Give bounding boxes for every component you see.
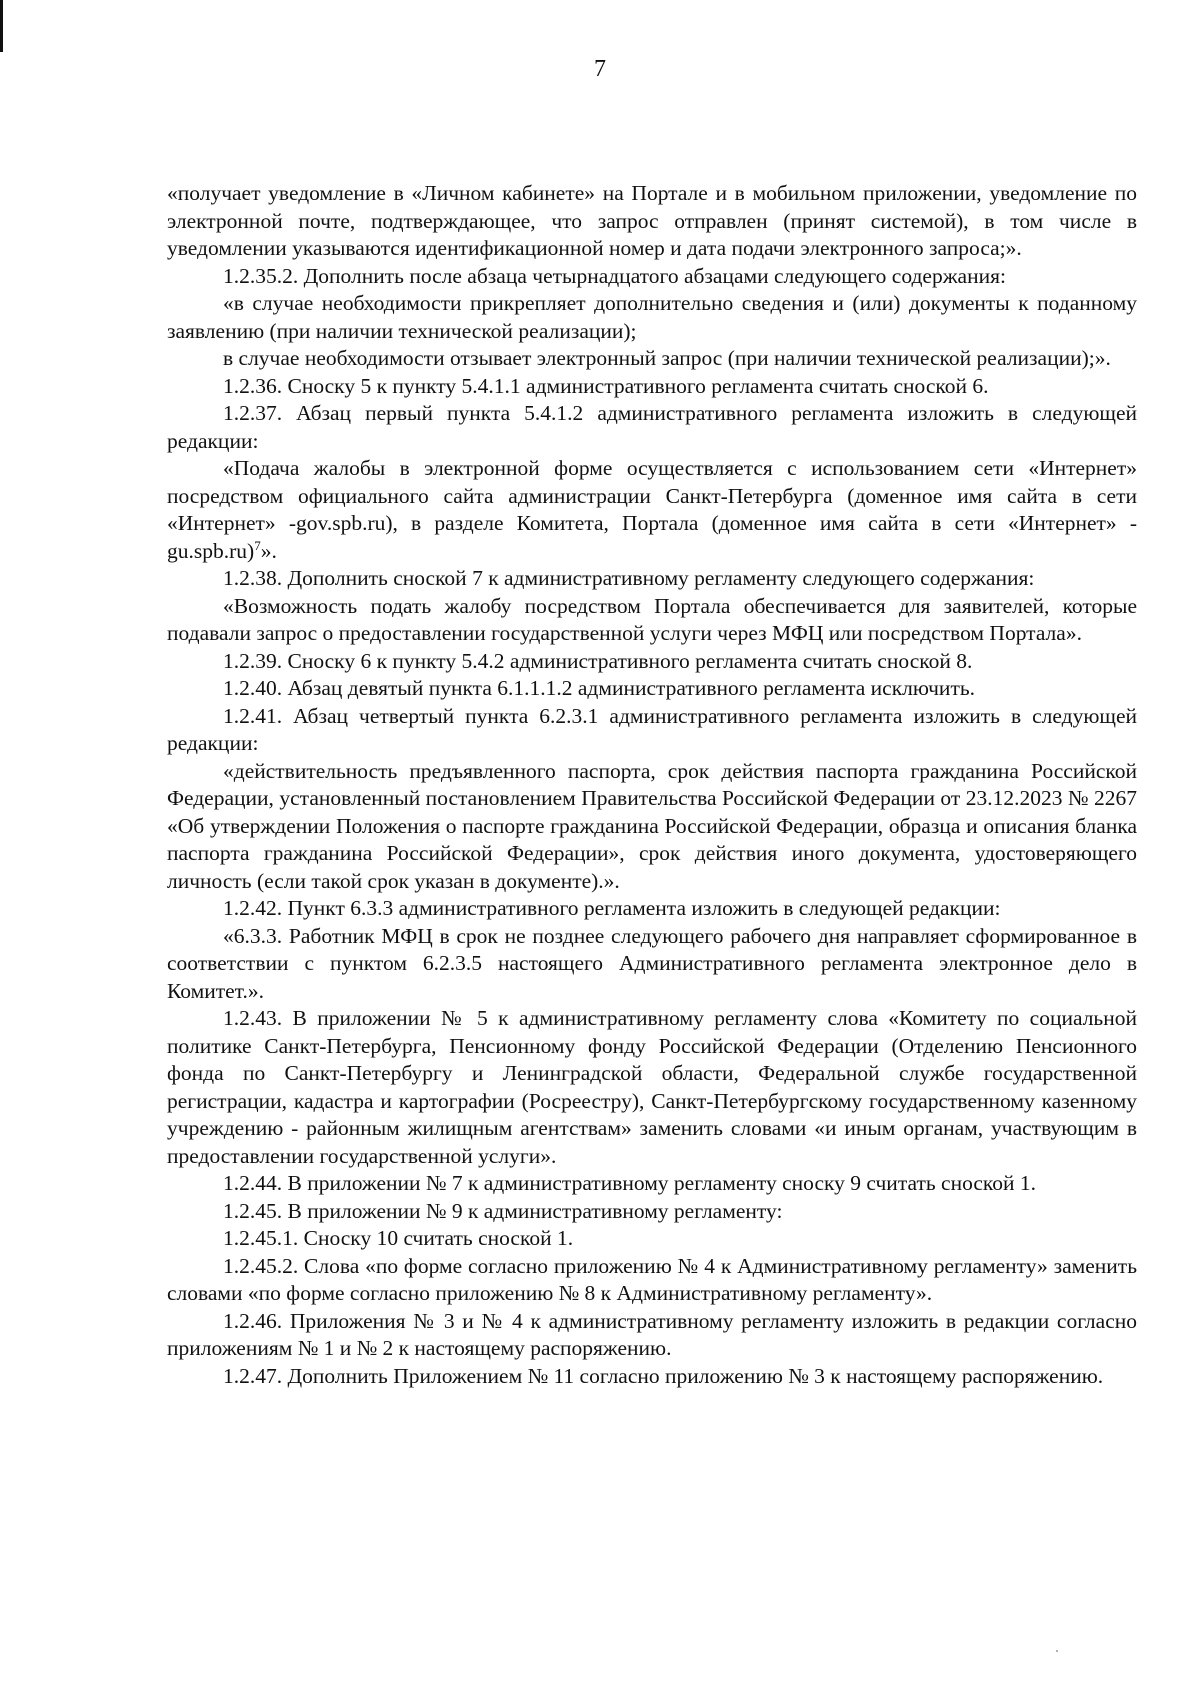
paragraph: 1.2.46. Приложения № 3 и № 4 к административному регламенту изложить в редакции согласно приложениям № 1 и № 2 к настоящему распоряжению. bbox=[167, 1308, 1137, 1360]
paragraph: 1.2.41. Абзац четвертый пункта 6.2.3.1 административного регламента изложить в следующей редакции: bbox=[167, 703, 1137, 755]
paragraph: «6.3.3. Работник МФЦ в срок не позднее следующего рабочего дня направляет сформированное в соответствии с пунктом 6.2.3.5 настоящего Административного регламента электронное дело в Комитет.». bbox=[167, 923, 1137, 1003]
paragraph: 1.2.38. Дополнить сноской 7 к административному регламенту следующего содержания: bbox=[223, 566, 1035, 590]
paragraph: 1.2.37. Абзац первый пункта 5.4.1.2 административного регламента изложить в следующей редакции: bbox=[167, 401, 1137, 453]
document-body bbox=[167, 180, 1137, 1390]
paragraph: «Возможность подать жалобу посредством Портала обеспечивается для заявителей, которые подавали запрос о предоставлении государственной услуги через МФЦ или посредством Портала». bbox=[167, 593, 1137, 645]
paragraph: 1.2.36. Сноску 5 к пункту 5.4.1.1 административного регламента считать сноской 6. bbox=[223, 373, 989, 398]
scan-edge-mark bbox=[0, 0, 3, 52]
paragraph: 1.2.44. В приложении № 7 к административному регламенту сноску 9 считать сноской 1. bbox=[223, 1171, 1037, 1195]
paragraph: 1.2.45.1. Сноску 10 считать сноской 1. bbox=[223, 1226, 574, 1250]
paragraph: 1.2.43. В приложении № 5 к административному регламенту слова «Комитету по социальной политике Санкт-Петербурга, Пенсионному фонду Российской Федерации (Отделению Пенсионного фонда по Санкт-Петербургу и Ленинградской области, Федеральной службе государственной регистрации, кадастра и картографии (Росреестру), Санкт-Петербургскому государственному казенному учреждению - районным жилищным агентствам» заменить словами «и иным органам, участвующим в предоставлении государственной услуги». bbox=[167, 1006, 1137, 1168]
paragraph: 1.2.35.2. Дополнить после абзаца четырнадцатого абзацами следующего содержания: bbox=[223, 263, 1006, 288]
paragraph: «в случае необходимости прикрепляет дополнительно сведения и (или) документы к поданному заявлению (при наличии технической реализации); bbox=[167, 291, 1137, 343]
paragraph: 1.2.39. Сноску 6 к пункту 5.4.2 административного регламента считать сноской 8. bbox=[223, 648, 973, 673]
scan-speck bbox=[1056, 1650, 1058, 1652]
paragraph: в случае необходимости отзывает электронный запрос (при наличии технической реализации);». bbox=[223, 346, 1111, 370]
paragraph: 1.2.45. В приложении № 9 к административному регламенту: bbox=[223, 1198, 783, 1223]
paragraph: 1.2.47. Дополнить Приложением № 11 согласно приложению № 3 к настоящему распоряжению. bbox=[223, 1363, 1104, 1388]
paragraph: 1.2.40. Абзац девятый пункта 6.1.1.1.2 административного регламента исключить. bbox=[223, 676, 976, 700]
paragraph-text: «Подача жалобы в электронной форме осуществляется с использованием сети «Интернет» посредством официального сайта администрации Санкт-Петербурга (доменное имя сайта в сети «Интернет» -gov.spb.ru), в разделе Комитета, Портала (доменное имя сайта в сети «Интернет» -gu.spb.ru) bbox=[167, 456, 1137, 563]
paragraph: 1.2.42. Пункт 6.3.3 административного регламента изложить в следующей редакции: bbox=[223, 896, 1001, 920]
page-number: 7 bbox=[594, 56, 606, 82]
paragraph bbox=[167, 455, 1137, 565]
paragraph-tail: ». bbox=[260, 538, 277, 563]
paragraph: 1.2.45.2. Слова «по форме согласно приложению № 4 к Административному регламенту» заменить словами «по форме согласно приложению № 8 к Административному регламенту». bbox=[167, 1253, 1137, 1305]
paragraph: «действительность предъявленного паспорта, срок действия паспорта гражданина Российской Федерации, установленный постановлением Правительства Российской Федерации от 23.12.2023 № 2267 «Об утверждении Положения о паспорте гражданина Российской Федерации, образца и описания бланка паспорта гражданина Российской Федерации», срок действия иного документа, удостоверяющего личность (если такой срок указан в документе).». bbox=[167, 758, 1137, 893]
footnote-reference: 7 bbox=[254, 537, 261, 553]
paragraph: «получает уведомление в «Личном кабинете» на Портале и в мобильном приложении, уведомление по электронной почте, подтверждающее, что запрос отправлен (принят системой), в том числе в уведомлении указываются идентификационной номер и дата подачи электронного запроса;». bbox=[167, 181, 1137, 260]
